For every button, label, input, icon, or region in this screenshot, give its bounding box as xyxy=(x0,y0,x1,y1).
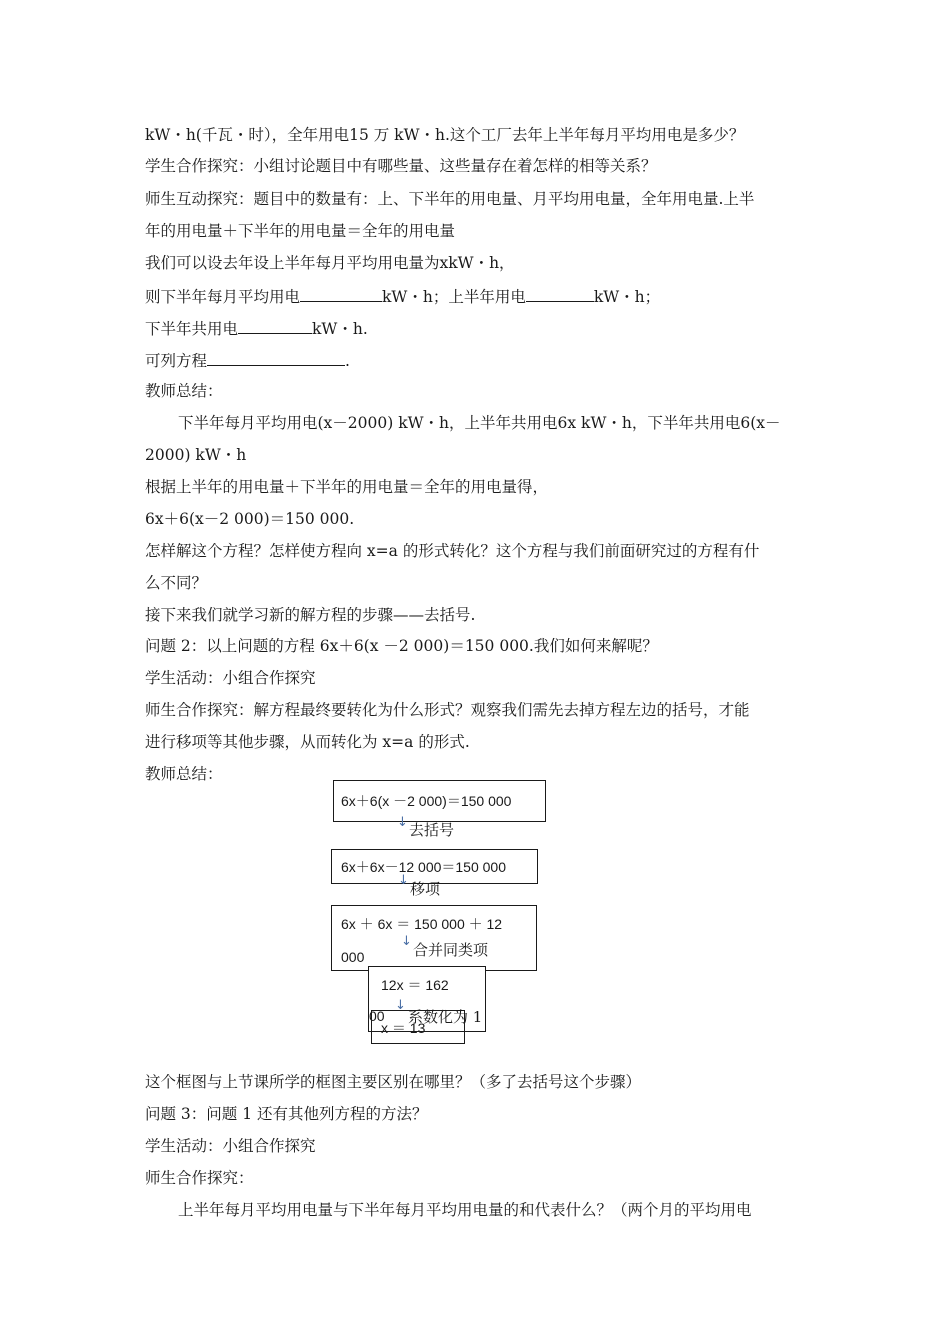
text-fragment: . xyxy=(345,352,350,370)
answer-blank[interactable] xyxy=(300,285,382,302)
answer-blank[interactable] xyxy=(526,285,594,302)
flow-box-4-text: 00 xyxy=(369,1008,385,1024)
text-line: 接下来我们就学习新的解方程的步骤——去括号. xyxy=(145,606,476,624)
text-fragment: 则下半年每月平均用电 xyxy=(145,288,301,306)
text-line: kW・h(千瓦・时），全年用电15 万 kW・h.这个工厂去年上半年每月平均用电是多少？ xyxy=(145,126,745,144)
arrow-down-icon: ↓ xyxy=(397,815,408,830)
text-line: 根据上半年的用电量＋下半年的用电量＝全年的用电量得， xyxy=(145,478,549,496)
text-line: 学生合作探究：小组讨论题目中有哪些量、这些量存在着怎样的相等关系？ xyxy=(145,157,657,175)
answer-blank[interactable] xyxy=(207,349,345,366)
answer-blank[interactable] xyxy=(238,317,312,334)
text-line: 我们可以设去年设上半年每月平均用电量为xkW・h， xyxy=(145,254,515,272)
text-line: 下半年每月平均用电(x－2000) kW・h，上半年共用电6x kW・h，下半年共用电6(x－ xyxy=(178,414,781,432)
text-fragment: 可列方程 xyxy=(145,352,208,370)
arrow-down-icon: ↓ xyxy=(395,998,406,1013)
equation-line: 6x＋6(x－2 000)＝150 000. xyxy=(145,510,355,528)
step-label: 合并同类项 xyxy=(413,941,489,959)
fill-in-line xyxy=(145,285,660,308)
text-line: 这个框图与上节课所学的框图主要区别在哪里？（多了去括号这个步骤） xyxy=(145,1073,642,1091)
text-fragment: 下半年共用电 xyxy=(145,320,239,338)
text-line: 师生合作探究： xyxy=(145,1169,254,1187)
flow-box-1-text: 6x＋6(x －2 000)＝150 000 xyxy=(341,793,512,809)
text-line: 上半年每月平均用电量与下半年每月平均用电量的和代表什么？（两个月的平均用电 xyxy=(178,1201,752,1219)
step-label: 移项 xyxy=(410,880,441,898)
flow-box-3-text: 6x ＋ 6x ＝ 150 000 ＋ 12 xyxy=(341,916,503,932)
arrow-down-icon: ↓ xyxy=(398,873,409,888)
flow-box-5-text: x ＝ 13 xyxy=(381,1020,426,1036)
text-line: 么不同？ xyxy=(145,574,208,592)
flow-box-2-text: 6x＋6x－12 000＝150 000 xyxy=(341,859,506,875)
text-line: 进行移项等其他步骤，从而转化为 x=a 的形式. xyxy=(145,733,470,751)
flow-box-4-text: 12x ＝ 162 xyxy=(381,977,449,993)
fill-in-line xyxy=(145,317,368,340)
text-line: 2000) kW・h xyxy=(145,446,247,464)
text-fragment: kW・h； xyxy=(593,288,661,306)
text-line: 教师总结： xyxy=(145,765,223,783)
fill-in-line xyxy=(145,349,350,372)
step-label: 去括号 xyxy=(409,821,455,839)
text-line: 问题 2：以上问题的方程 6x＋6(x －2 000)＝150 000.我们如何来解呢？ xyxy=(145,637,658,655)
text-line: 年的用电量＋下半年的用电量＝全年的用电量 xyxy=(145,222,456,240)
text-line: 学生活动：小组合作探究 xyxy=(145,1137,316,1155)
text-fragment: kW・h；上半年用电 xyxy=(382,288,526,306)
text-line: 师生合作探究：解方程最终要转化为什么形式？观察我们需先去掉方程左边的括号，才能 xyxy=(145,701,750,719)
text-fragment: kW・h. xyxy=(312,320,368,338)
text-line: 师生互动探究：题目中的数量有：上、下半年的用电量、月平均用电量，全年用电量.上半 xyxy=(145,190,755,208)
text-line: 教师总结： xyxy=(145,382,223,400)
text-line: 学生活动：小组合作探究 xyxy=(145,669,316,687)
flow-box-3-text: 000 xyxy=(341,949,365,965)
step-label: 系数化为 1 xyxy=(408,1008,483,1026)
text-line: 问题 3：问题 1 还有其他列方程的方法？ xyxy=(145,1105,428,1123)
text-line: 怎样解这个方程？怎样使方程向 x=a 的形式转化？这个方程与我们前面研究过的方程有什 xyxy=(145,542,760,560)
arrow-down-icon: ↓ xyxy=(401,934,412,949)
